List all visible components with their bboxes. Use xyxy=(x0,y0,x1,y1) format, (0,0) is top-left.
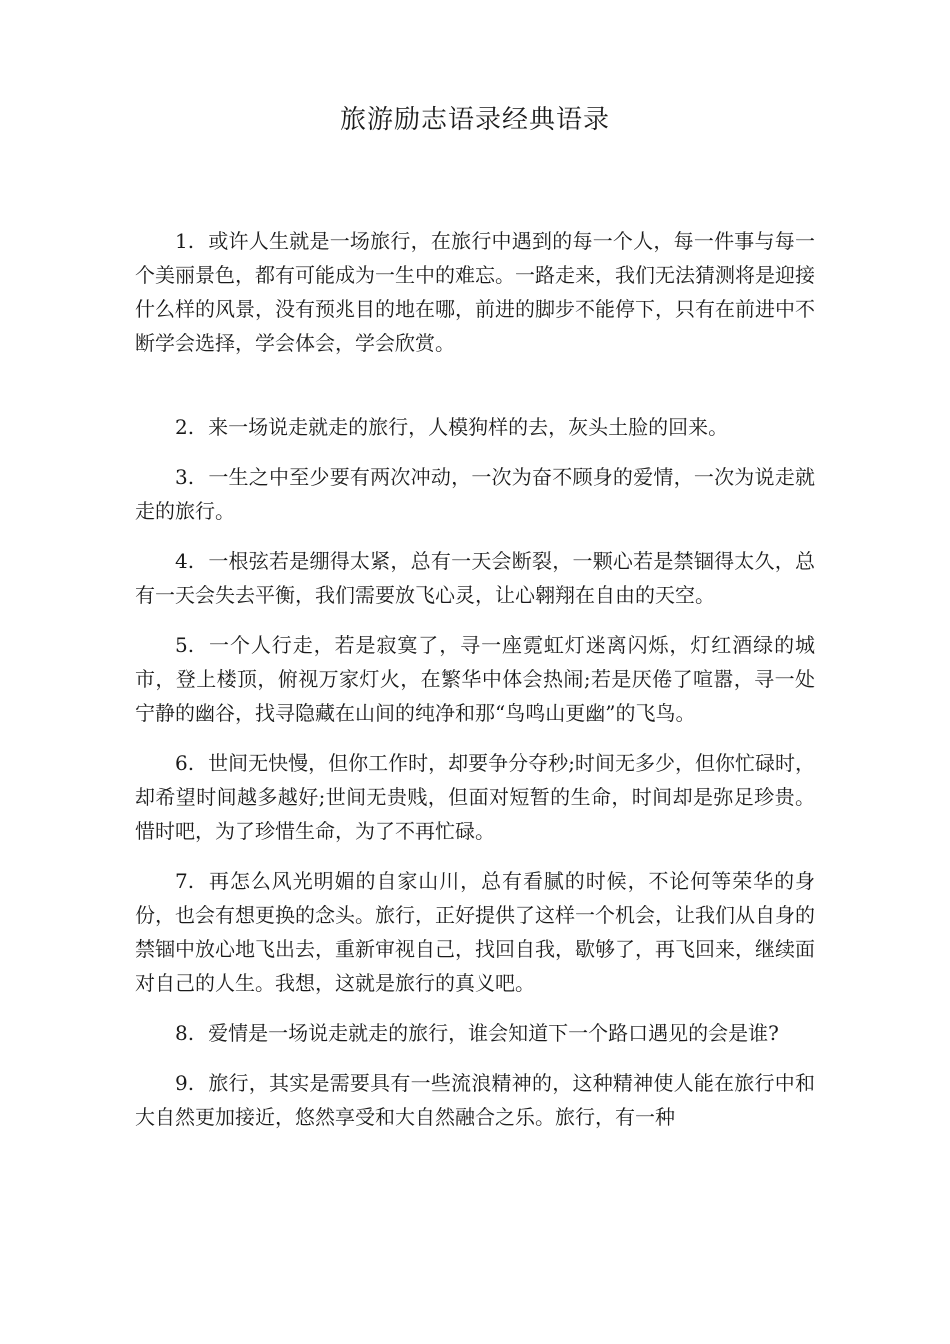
quote-paragraph-4 xyxy=(135,544,815,612)
paragraph-text: 旅行，其实是需要具有一些流浪精神的，这种精神使人能在旅行中和大自然更加接近，悠然享受和大自然融合之乐。旅行，有一种 xyxy=(135,1071,815,1129)
paragraph-text: 来一场说走就走的旅行，人模狗样的去，灰头土脸的回来。 xyxy=(208,415,729,439)
quote-paragraph-5 xyxy=(135,628,815,730)
paragraph-number: 2. xyxy=(175,415,195,439)
document-title: 旅游励志语录经典语录 xyxy=(339,105,610,135)
paragraph-text: 一个人行走，若是寂寞了，寻一座霓虹灯迷离闪烁，灯红酒绿的城市，登上楼顶，俯视万家灯火，在繁华中体会热闹;若是厌倦了喧嚣，寻一处宁静的幽谷，找寻隐藏在山间的纯净和那“鸟鸣山更幽”的飞鸟。 xyxy=(135,633,815,725)
paragraph-number: 8. xyxy=(175,1021,195,1045)
document-body xyxy=(135,224,815,1150)
paragraph-text: 再怎么风光明媚的自家山川，总有看腻的时候，不论何等荣华的身份，也会有想更换的念头。旅行，正好提供了这样一个机会，让我们从自身的禁锢中放心地飞出去，重新审视自己，找回自我，歇够了，再飞回来，继续面对自己的人生。我想，这就是旅行的真义吧。 xyxy=(135,869,815,995)
quote-paragraph-7 xyxy=(135,864,815,1000)
paragraph-number: 4. xyxy=(175,549,195,573)
paragraph-number: 5. xyxy=(175,633,195,657)
quote-paragraph-1 xyxy=(135,224,815,360)
paragraph-number: 3. xyxy=(175,465,195,489)
paragraph-number: 1. xyxy=(175,229,195,253)
quote-paragraph-2 xyxy=(135,410,815,444)
paragraph-text: 爱情是一场说走就走的旅行，谁会知道下一个路口遇见的会是谁? xyxy=(208,1021,779,1045)
quote-paragraph-6 xyxy=(135,746,815,848)
quote-paragraph-3 xyxy=(135,460,815,528)
paragraph-text: 一根弦若是绷得太紧，总有一天会断裂，一颗心若是禁锢得太久，总有一天会失去平衡，我们需要放飞心灵，让心翱翔在自由的天空。 xyxy=(135,549,815,607)
paragraph-number: 7. xyxy=(175,869,195,893)
paragraph-text: 一生之中至少要有两次冲动，一次为奋不顾身的爱情，一次为说走就走的旅行。 xyxy=(135,465,815,523)
paragraph-text: 或许人生就是一场旅行，在旅行中遇到的每一个人，每一件事与每一个美丽景色，都有可能成为一生中的难忘。一路走来，我们无法猜测将是迎接什么样的风景，没有预兆目的地在哪，前进的脚步不能停下，只有在前进中不断学会选择，学会体会，学会欣赏。 xyxy=(135,229,815,355)
quote-paragraph-8 xyxy=(135,1016,815,1050)
paragraph-number: 9. xyxy=(175,1071,195,1095)
paragraph-number: 6. xyxy=(175,751,195,775)
paragraph-text: 世间无快慢，但你工作时，却要争分夺秒;时间无多少，但你忙碌时，却希望时间越多越好;世间无贵贱，但面对短暂的生命，时间却是弥足珍贵。惜时吧，为了珍惜生命，为了不再忙碌。 xyxy=(135,751,815,843)
quote-paragraph-9 xyxy=(135,1066,815,1134)
